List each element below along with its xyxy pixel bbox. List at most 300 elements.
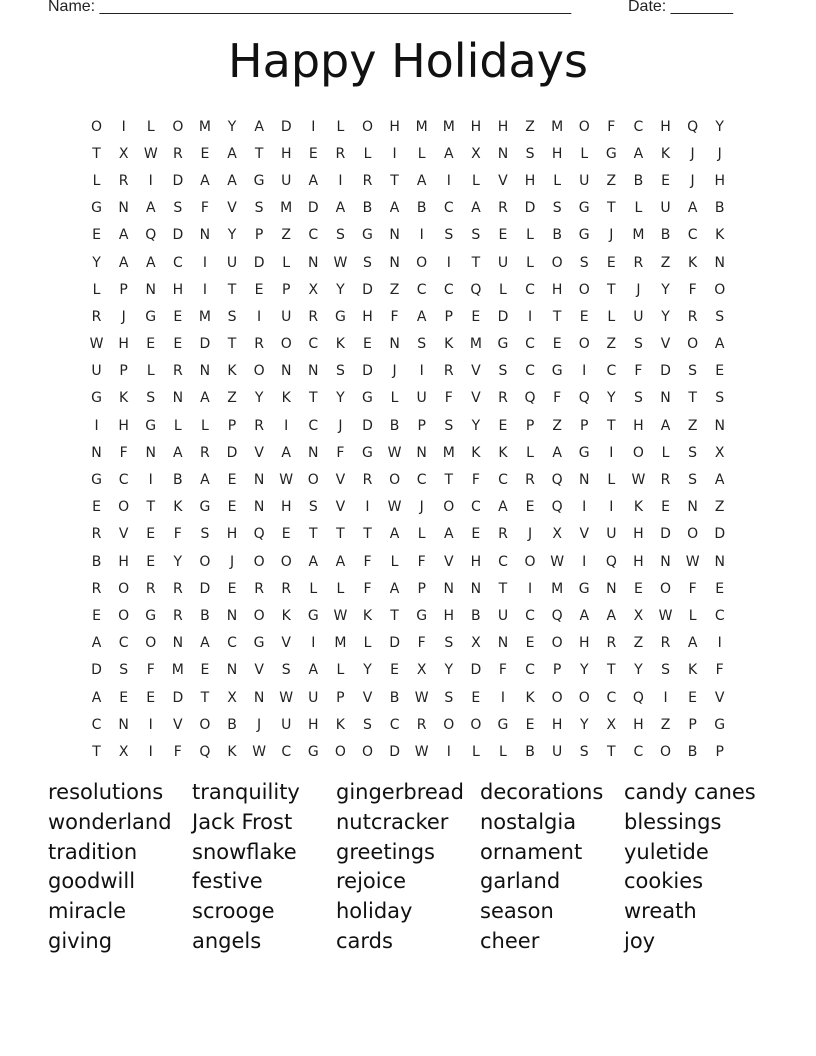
grid-letter: A	[660, 417, 671, 434]
grid-letter: U	[606, 526, 617, 543]
grid-letter: K	[688, 662, 698, 679]
grid-letter: E	[390, 662, 399, 679]
grid-letter: C	[525, 662, 535, 679]
grid-letter: A	[714, 472, 725, 489]
grid-letter: S	[525, 145, 535, 162]
grid-letter: S	[498, 363, 508, 380]
grid-letter: Q	[199, 743, 211, 760]
grid-letter: L	[92, 172, 101, 189]
grid-letter: O	[443, 716, 455, 733]
grid-row	[83, 684, 733, 711]
grid-letter: O	[524, 553, 536, 570]
grid-letter: B	[525, 743, 535, 760]
grid-letter: B	[552, 227, 562, 244]
grid-letter: N	[199, 227, 211, 244]
grid-letter: P	[552, 662, 562, 679]
grid-letter: E	[146, 553, 156, 570]
grid-letter: A	[91, 689, 102, 706]
grid-letter: N	[118, 716, 129, 733]
grid-letter: E	[281, 526, 291, 543]
grid-letter: G	[578, 227, 590, 244]
grid-letter: T	[200, 689, 210, 706]
grid-letter: F	[119, 444, 128, 461]
grid-letter: G	[253, 172, 265, 189]
grid-row	[83, 575, 733, 602]
grid-letter: C	[443, 200, 454, 217]
grid-letter: L	[336, 118, 345, 135]
grid-letter: D	[389, 743, 400, 760]
grid-row	[83, 113, 733, 140]
grid-letter: L	[526, 444, 534, 461]
grid-letter: O	[172, 118, 184, 135]
grid-letter: L	[363, 145, 372, 162]
grid-letter: K	[227, 363, 237, 380]
grid-letter: S	[579, 254, 589, 271]
word-item: greetings	[336, 839, 435, 864]
grid-letter: O	[443, 499, 455, 516]
grid-letter: O	[551, 689, 563, 706]
grid-letter: O	[578, 689, 590, 706]
grid-letter: S	[579, 743, 589, 760]
grid-letter: J	[338, 417, 343, 434]
grid-letter: C	[606, 689, 617, 706]
grid-letter: H	[118, 417, 129, 434]
grid-letter: P	[227, 417, 237, 434]
grid-letter: Z	[660, 716, 671, 733]
grid-letter: O	[199, 553, 211, 570]
grid-letter: R	[172, 580, 183, 597]
grid-letter: C	[498, 553, 508, 570]
grid-letter: A	[200, 172, 210, 189]
grid-letter: A	[579, 607, 590, 624]
grid-letter: N	[714, 553, 725, 570]
grid-letter: A	[498, 499, 508, 516]
grid-letter: H	[551, 281, 563, 298]
grid-letter: G	[145, 417, 157, 434]
grid-letter: T	[444, 472, 454, 489]
grid-letter: C	[525, 363, 535, 380]
grid-letter: C	[172, 254, 183, 271]
grid-letter: I	[446, 743, 451, 760]
grid-letter: G	[362, 227, 373, 244]
grid-letter: G	[91, 472, 102, 489]
grid-letter: W	[685, 553, 700, 570]
grid-letter: R	[660, 635, 671, 652]
grid-letter: Q	[551, 472, 563, 489]
grid-letter: P	[119, 363, 128, 380]
grid-letter: E	[471, 308, 481, 325]
grid-letter: V	[254, 662, 264, 679]
grid-letter: M	[280, 200, 293, 217]
grid-letter: P	[715, 743, 724, 760]
grid-row	[83, 439, 733, 466]
grid-letter: A	[308, 662, 319, 679]
grid-letter: F	[634, 363, 643, 380]
grid-letter: A	[416, 172, 427, 189]
grid-letter: H	[470, 118, 482, 135]
grid-letter: Y	[471, 417, 481, 434]
grid-letter: T	[607, 662, 616, 679]
grid-row	[83, 249, 733, 276]
grid-letter: I	[582, 553, 587, 570]
grid-row	[83, 521, 733, 548]
grid-row	[83, 494, 733, 521]
grid-letter: R	[281, 580, 292, 597]
grid-letter: O	[307, 472, 319, 489]
grid-letter: R	[308, 308, 319, 325]
grid-letter: N	[253, 472, 265, 489]
grid-letter: Y	[661, 308, 670, 325]
grid-letter: O	[416, 254, 428, 271]
grid-letter: W	[279, 689, 294, 706]
grid-letter: D	[362, 363, 373, 380]
grid-letter: B	[714, 200, 725, 217]
grid-letter: C	[606, 363, 617, 380]
grid-letter: T	[498, 580, 508, 597]
grid-letter: E	[254, 281, 264, 298]
grid-letter: C	[281, 743, 292, 760]
grid-letter: I	[121, 118, 126, 135]
grid-letter: J	[392, 363, 397, 380]
grid-letter: I	[419, 227, 424, 244]
grid-letter: E	[92, 499, 101, 516]
grid-letter: Q	[145, 227, 157, 244]
grid-letter: B	[389, 417, 400, 434]
grid-letter: Z	[606, 336, 617, 353]
grid-letter: L	[471, 172, 480, 189]
grid-letter: E	[227, 499, 237, 516]
grid-row	[83, 140, 733, 167]
grid-letter: X	[118, 743, 129, 760]
grid-letter: T	[309, 390, 318, 407]
grid-letter: F	[553, 390, 562, 407]
grid-letter: S	[715, 308, 725, 325]
grid-letter: V	[281, 635, 291, 652]
grid-letter: N	[389, 336, 400, 353]
grid-letter: P	[444, 308, 453, 325]
grid-letter: S	[444, 689, 454, 706]
grid-letter: E	[119, 689, 129, 706]
grid-letter: M	[632, 227, 645, 244]
grid-letter: C	[308, 417, 319, 434]
grid-letter: L	[173, 417, 182, 434]
grid-letter: L	[363, 635, 372, 652]
grid-letter: U	[497, 254, 509, 271]
grid-letter: I	[500, 689, 506, 706]
word-item: holiday	[336, 899, 413, 924]
grid-letter: G	[199, 499, 211, 516]
grid-letter: R	[362, 172, 373, 189]
grid-row	[83, 195, 733, 222]
grid-letter: E	[146, 336, 156, 353]
grid-letter: T	[336, 526, 345, 543]
grid-letter: E	[606, 254, 616, 271]
grid-letter: O	[389, 472, 401, 489]
word-item: goodwill	[48, 869, 136, 894]
grid-letter: S	[335, 227, 345, 244]
grid-letter: E	[688, 689, 698, 706]
grid-letter: A	[687, 200, 698, 217]
grid-letter: O	[660, 743, 672, 760]
grid-letter: O	[687, 526, 699, 543]
grid-letter: A	[471, 200, 481, 217]
word-item: candy canes	[624, 780, 756, 804]
grid-row	[83, 657, 733, 684]
grid-letter: G	[91, 200, 102, 217]
grid-letter: X	[606, 716, 617, 733]
grid-letter: E	[92, 607, 101, 624]
word-item: season	[480, 899, 554, 924]
grid-letter: C	[633, 743, 644, 760]
grid-letter: O	[551, 254, 563, 271]
grid-letter: O	[118, 499, 130, 516]
grid-letter: G	[714, 716, 726, 733]
grid-letter: D	[253, 254, 265, 271]
word-item: cookies	[624, 869, 704, 894]
word-item: nostalgia	[480, 809, 577, 834]
grid-letter: A	[308, 553, 319, 570]
grid-letter: C	[525, 281, 535, 298]
grid-letter: D	[660, 363, 671, 380]
word-item: Jack Frost	[192, 809, 293, 834]
grid-letter: U	[226, 254, 238, 271]
grid-letter: O	[660, 580, 672, 597]
grid-letter: P	[281, 281, 291, 298]
grid-letter: Q	[551, 499, 563, 516]
grid-letter: G	[145, 308, 157, 325]
grid-letter: F	[336, 444, 345, 461]
grid-letter: N	[308, 254, 319, 271]
grid-letter: V	[443, 553, 454, 570]
grid-letter: O	[687, 336, 699, 353]
grid-letter: I	[663, 689, 668, 706]
grid-letter: J	[609, 227, 614, 244]
grid-letter: H	[633, 553, 644, 570]
grid-letter: A	[335, 553, 346, 570]
grid-letter: B	[200, 607, 210, 624]
grid-letter: I	[582, 363, 587, 380]
grid-letter: U	[91, 363, 102, 380]
grid-letter: I	[202, 254, 207, 271]
grid-letter: C	[416, 281, 427, 298]
grid-letter: R	[498, 390, 508, 407]
grid-letter: N	[145, 281, 156, 298]
grid-letter: Y	[661, 281, 670, 298]
grid-letter: S	[471, 227, 481, 244]
grid-letter: Q	[551, 607, 563, 624]
grid-letter: N	[660, 390, 671, 407]
grid-letter: V	[714, 689, 725, 706]
grid-letter: B	[173, 472, 183, 489]
grid-letter: T	[92, 743, 101, 760]
grid-letter: V	[227, 200, 237, 217]
grid-row	[83, 630, 733, 657]
grid-letter: Y	[92, 254, 101, 271]
grid-letter: Y	[227, 118, 237, 135]
grid-letter: Z	[687, 417, 698, 434]
grid-letter: B	[633, 172, 644, 189]
word-item: decorations	[480, 780, 604, 804]
grid-letter: E	[92, 227, 101, 244]
grid-letter: C	[470, 499, 481, 516]
grid-letter: U	[281, 716, 292, 733]
grid-letter: A	[145, 254, 156, 271]
grid-letter: T	[607, 743, 616, 760]
grid-letter: E	[146, 689, 156, 706]
grid-letter: Q	[470, 281, 482, 298]
grid-letter: G	[362, 390, 373, 407]
grid-letter: Z	[633, 635, 644, 652]
grid-letter: K	[335, 716, 345, 733]
grid-letter: H	[497, 118, 509, 135]
grid-letter: N	[714, 254, 725, 271]
grid-letter: W	[252, 743, 267, 760]
grid-letter: O	[632, 444, 644, 461]
grid-letter: W	[414, 743, 429, 760]
grid-letter: U	[660, 200, 671, 217]
grid-letter: E	[661, 172, 670, 189]
grid-letter: W	[333, 607, 348, 624]
grid-letter: C	[525, 607, 535, 624]
grid-letter: U	[416, 390, 427, 407]
grid-letter: Z	[660, 254, 671, 271]
grid-letter: L	[553, 172, 562, 189]
grid-letter: Q	[253, 526, 265, 543]
grid-letter: K	[281, 607, 291, 624]
word-item: giving	[48, 928, 113, 953]
grid-letter: X	[227, 689, 237, 706]
grid-letter: T	[254, 145, 264, 162]
grid-letter: O	[578, 336, 590, 353]
grid-letter: N	[91, 444, 102, 461]
grid-letter: U	[281, 172, 292, 189]
grid-letter: Y	[363, 662, 372, 679]
grid-letter: C	[118, 472, 129, 489]
grid-letter: L	[282, 254, 291, 271]
grid-letter: C	[443, 281, 454, 298]
grid-letter: M	[442, 444, 455, 461]
grid-letter: H	[172, 281, 184, 298]
grid-letter: Z	[281, 227, 291, 244]
grid-letter: H	[308, 716, 319, 733]
grid-letter: I	[148, 743, 153, 760]
grid-letter: R	[172, 607, 183, 624]
grid-letter: N	[606, 580, 617, 597]
grid-row	[83, 385, 733, 412]
grid-letter: G	[578, 580, 590, 597]
grid-letter: A	[416, 308, 427, 325]
grid-letter: A	[335, 200, 346, 217]
grid-letter: Y	[173, 553, 183, 570]
grid-letter: O	[91, 118, 103, 135]
grid-letter: E	[173, 308, 183, 325]
grid-letter: I	[338, 172, 343, 189]
grid-letter: R	[91, 308, 102, 325]
grid-letter: A	[443, 145, 454, 162]
grid-letter: N	[172, 635, 184, 652]
grid-letter: N	[497, 145, 509, 162]
grid-letter: N	[145, 444, 156, 461]
grid-letter: Y	[579, 716, 589, 733]
grid-letter: R	[254, 417, 264, 434]
grid-row	[83, 358, 733, 385]
grid-letter: K	[498, 444, 508, 461]
grid-letter: S	[444, 635, 454, 652]
grid-letter: S	[661, 662, 670, 679]
grid-letter: N	[416, 444, 427, 461]
grid-letter: P	[525, 417, 535, 434]
grid-letter: B	[91, 553, 102, 570]
grid-letter: J	[527, 526, 533, 543]
grid-letter: K	[444, 336, 454, 353]
grid-letter: A	[606, 607, 617, 624]
grid-letter: R	[335, 145, 346, 162]
grid-letter: T	[309, 526, 318, 543]
grid-letter: A	[200, 390, 210, 407]
grid-letter: O	[334, 743, 346, 760]
grid-letter: H	[226, 526, 238, 543]
grid-letter: V	[254, 444, 264, 461]
grid-letter: S	[688, 363, 698, 380]
grid-letter: H	[660, 118, 671, 135]
grid-letter: A	[200, 635, 210, 652]
grid-letter: E	[661, 499, 670, 516]
grid-letter: C	[714, 607, 725, 624]
grid-letter: G	[145, 607, 157, 624]
grid-letter: A	[443, 526, 454, 543]
grid-row	[83, 412, 733, 439]
grid-letter: R	[416, 716, 427, 733]
grid-letter: E	[552, 336, 562, 353]
grid-letter: K	[227, 743, 237, 760]
grid-letter: P	[580, 417, 589, 434]
grid-letter: I	[202, 281, 207, 298]
grid-letter: A	[281, 444, 291, 461]
grid-letter: T	[471, 254, 481, 271]
grid-letter: S	[119, 662, 129, 679]
grid-letter: O	[470, 716, 482, 733]
grid-letter: N	[660, 553, 671, 570]
grid-letter: B	[687, 743, 698, 760]
grid-letter: G	[605, 145, 617, 162]
grid-letter: G	[551, 363, 563, 380]
grid-letter: N	[280, 363, 292, 380]
grid-letter: N	[389, 227, 400, 244]
grid-letter: Y	[444, 662, 454, 679]
grid-letter: H	[524, 172, 536, 189]
grid-letter: L	[146, 363, 155, 380]
grid-letter: F	[173, 526, 182, 543]
grid-letter: N	[714, 417, 725, 434]
grid-letter: S	[308, 499, 318, 516]
grid-letter: D	[660, 526, 671, 543]
grid-letter: H	[280, 145, 292, 162]
grid-letter: I	[148, 172, 153, 189]
grid-letter: H	[551, 716, 563, 733]
grid-letter: H	[633, 417, 644, 434]
grid-letter: I	[446, 172, 451, 189]
grid-letter: I	[419, 363, 424, 380]
grid-letter: D	[172, 172, 184, 189]
grid-letter: S	[173, 200, 183, 217]
grid-letter: E	[471, 689, 481, 706]
grid-letter: W	[414, 689, 429, 706]
grid-letter: K	[660, 145, 671, 162]
grid-letter: R	[172, 363, 183, 380]
grid-letter: A	[389, 200, 400, 217]
grid-letter: A	[200, 472, 210, 489]
grid-letter: F	[471, 472, 480, 489]
